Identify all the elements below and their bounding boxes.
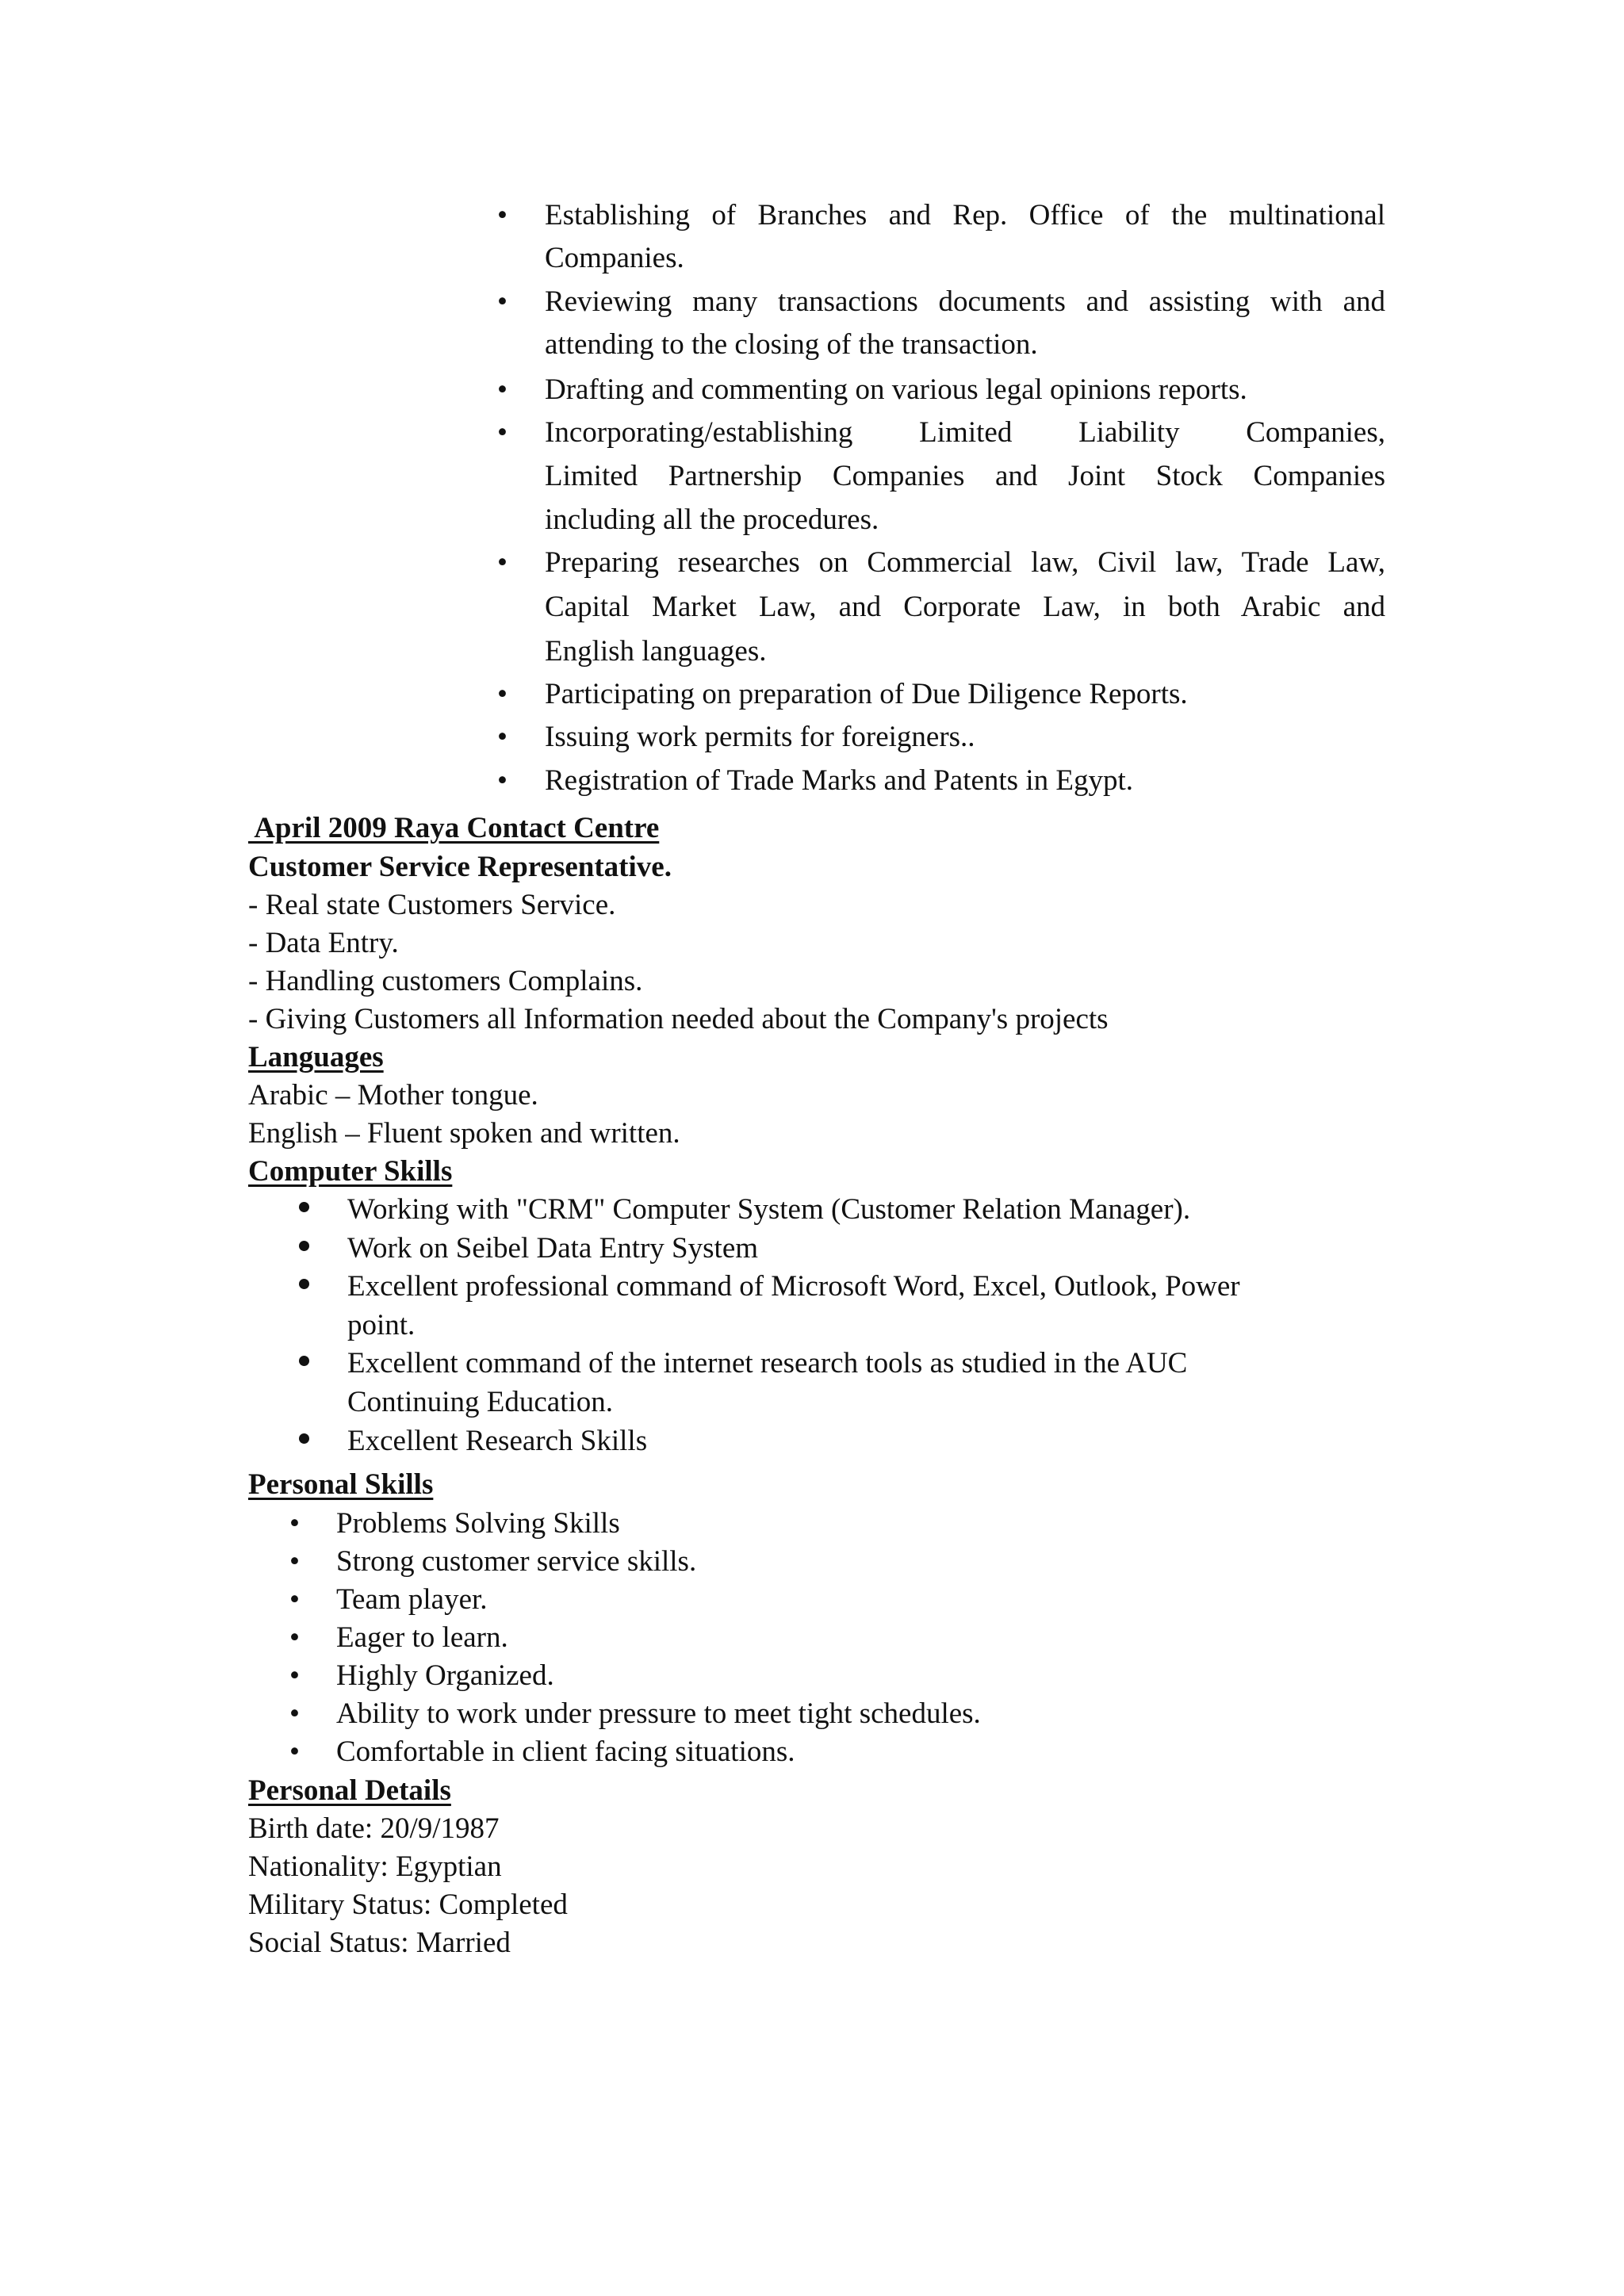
list-item-line: Excellent professional command of Microsoft Word, Excel, Outlook, Power [347,1270,1240,1303]
job-title: Customer Service Representative. [248,851,672,883]
bullet-icon: • [289,1697,300,1730]
bullet-icon: • [497,546,508,579]
bullet-icon: • [497,721,508,753]
bullet-icon [299,1279,309,1289]
duty-line: - Handling customers Complains. [248,965,643,997]
list-item: Team player. [336,1583,488,1616]
section-heading: Languages [248,1041,384,1073]
social-status: Social Status: Married [248,1927,511,1959]
list-item-line: Preparing researches on Commercial law, Civil law, Trade Law, [545,546,1385,579]
bullet-icon: • [289,1583,300,1616]
bullet-icon [299,1356,309,1366]
list-item: Eager to learn. [336,1621,508,1654]
list-item-line: Excellent command of the internet research tools as studied in the AUC [347,1347,1188,1380]
birth-date: Birth date: 20/9/1987 [248,1812,500,1845]
bullet-icon: • [289,1621,300,1654]
list-item-line: Issuing work permits for foreigners.. [545,721,975,753]
section-heading: Computer Skills [248,1155,453,1188]
list-item-line: English languages. [545,635,767,668]
list-item-line: Incorporating/establishing Limited Liability Companies, [545,416,1385,449]
bullet-icon: • [497,678,508,710]
duty-line: - Giving Customers all Information needed about the Company's projects [248,1003,1109,1035]
duty-line: - Real state Customers Service. [248,889,616,921]
list-item: Comfortable in client facing situations. [336,1735,795,1768]
list-item-line: Limited Partnership Companies and Joint Stock Companies [545,460,1385,492]
list-item: Ability to work under pressure to meet tight schedules. [336,1697,981,1730]
list-item-line: Companies. [545,242,684,274]
language-line: Arabic – Mother tongue. [248,1079,538,1112]
bullet-icon [299,1202,309,1212]
duty-line: - Data Entry. [248,927,399,959]
nationality: Nationality: Egyptian [248,1850,502,1883]
raya-heading: April 2009 Raya Contact Centre [248,812,660,844]
list-item-line: Continuing Education. [347,1386,614,1418]
section-heading: Personal Details [248,1774,451,1807]
list-item-line: Capital Market Law, and Corporate Law, in both Arabic and [545,591,1385,623]
bullet-icon: • [289,1545,300,1578]
list-item-line: attending to the closing of the transaction. [545,328,1038,361]
bullet-icon: • [497,416,508,449]
list-item-line: Working with "CRM" Computer System (Customer Relation Manager). [347,1193,1191,1226]
bullet-icon [299,1241,309,1251]
language-line: English – Fluent spoken and written. [248,1117,680,1150]
bullet-icon: • [289,1507,300,1540]
list-item: Highly Organized. [336,1659,554,1692]
list-item-line: point. [347,1309,416,1341]
bullet-icon: • [497,373,508,406]
list-item-line: Drafting and commenting on various legal opinions reports. [545,373,1247,406]
bullet-icon: • [497,285,508,318]
list-item-line: Participating on preparation of Due Diligence Reports. [545,678,1188,710]
bullet-icon: • [289,1659,300,1692]
list-item-line: including all the procedures. [545,503,879,536]
military-status: Military Status: Completed [248,1888,568,1921]
list-item-line: Establishing of Branches and Rep. Office of the multinational [545,199,1385,232]
list-item: Strong customer service skills. [336,1545,697,1578]
list-item-line: Excellent Research Skills [347,1425,648,1457]
bullet-icon: • [289,1735,300,1768]
bullet-icon: • [497,199,508,232]
list-item-line: Registration of Trade Marks and Patents in Egypt. [545,764,1133,797]
bullet-icon: • [497,764,508,797]
list-item-line: Work on Seibel Data Entry System [347,1232,759,1265]
bullet-icon [299,1433,309,1444]
list-item: Problems Solving Skills [336,1507,620,1540]
section-heading: Personal Skills [248,1468,434,1501]
list-item-line: Reviewing many transactions documents and assisting with and [545,285,1385,318]
